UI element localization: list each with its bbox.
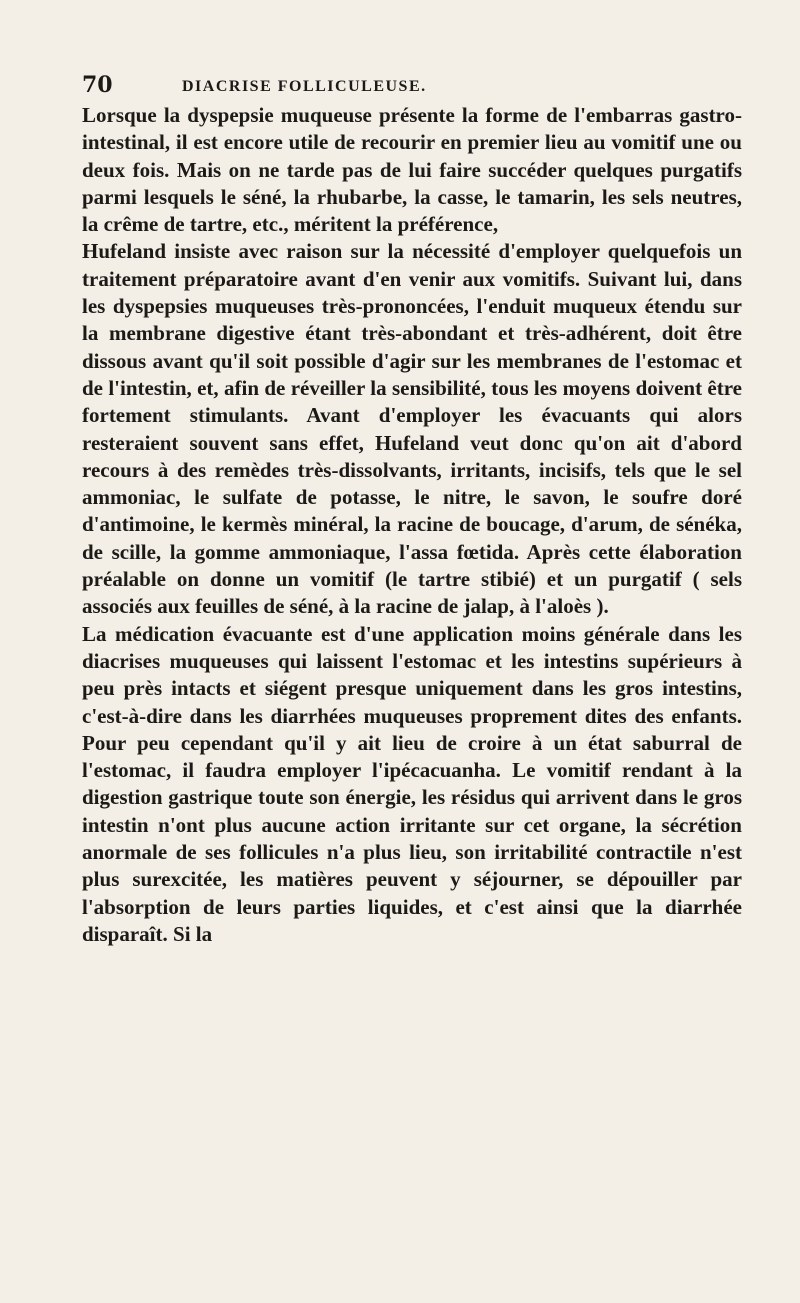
body-text bbox=[82, 102, 742, 948]
paragraph-hufeland-treatment: Hufeland insiste avec raison sur la nécessité d'employer quelquefois un traitement préparatoire avant d'en venir aux vomitifs. Suivant lui, dans les dyspepsies muqueuses très-prononcées, l'enduit muqueux étendu sur la membrane digestive étant très-abondant et très-adhérent, doit être dissous avant qu'il soit possible d'agir sur les membranes de l'estomac et de l'intestin, et, afin de réveiller la sensibilité, tous les moyens doivent être fortement stimulants. Avant d'employer les évacuants qui alors resteraient souvent sans effet, Hufeland veut donc qu'on ait d'abord recours à des remèdes très-dissolvants, irritants, incisifs, tels que le sel ammoniac, le sulfate de potasse, le nitre, le savon, le soufre doré d'antimoine, le kermès minéral, la racine de boucage, d'arum, de sénéka, de scille, la gomme ammoniaque, l'assa fœtida. Après cette élaboration préalable on donne un vomitif (le tartre stibié) et un purgatif ( sels associés aux feuilles de séné, à la racine de jalap, à l'aloès ). bbox=[82, 239, 742, 619]
running-title: DIACRISE FOLLICULEUSE. bbox=[182, 78, 427, 95]
page-number: 70 bbox=[82, 72, 113, 98]
paragraph-emetic-purgatives: Lorsque la dyspepsie muqueuse présente la forme de l'embarras gastro-intestinal, il est encore utile de recourir en premier lieu au vomitif une ou deux fois. Mais on ne tarde pas de lui faire succéder quelques purgatifs parmi lesquels le séné, la rhubarbe, la casse, le tamarin, les sels neutres, la crême de tartre, etc., méritent la préférence, bbox=[82, 103, 742, 237]
running-head bbox=[82, 72, 742, 102]
paragraph-evacuant-medication: La médication évacuante est d'une application moins générale dans les diacrises muqueuses qui laissent l'estomac et les intestins supérieurs à peu près intacts et siégent presque uniquement dans les gros intestins, c'est-à-dire dans les diarrhées muqueuses proprement dites des enfants. Pour peu cependant qu'il y ait lieu de croire à un état saburral de l'estomac, il faudra employer l'ipécacuanha. Le vomitif rendant à la digestion gastrique toute son énergie, les résidus qui arrivent dans le gros intestin n'ont plus aucune action irritante sur cet organe, la sécrétion anormale de ses follicules n'a plus lieu, son irritabilité contractile n'est plus surexcitée, les matières peuvent y séjourner, se dépouiller par l'absorption de leurs parties liquides, et c'est ainsi que la diarrhée disparaît. Si la bbox=[82, 621, 742, 946]
